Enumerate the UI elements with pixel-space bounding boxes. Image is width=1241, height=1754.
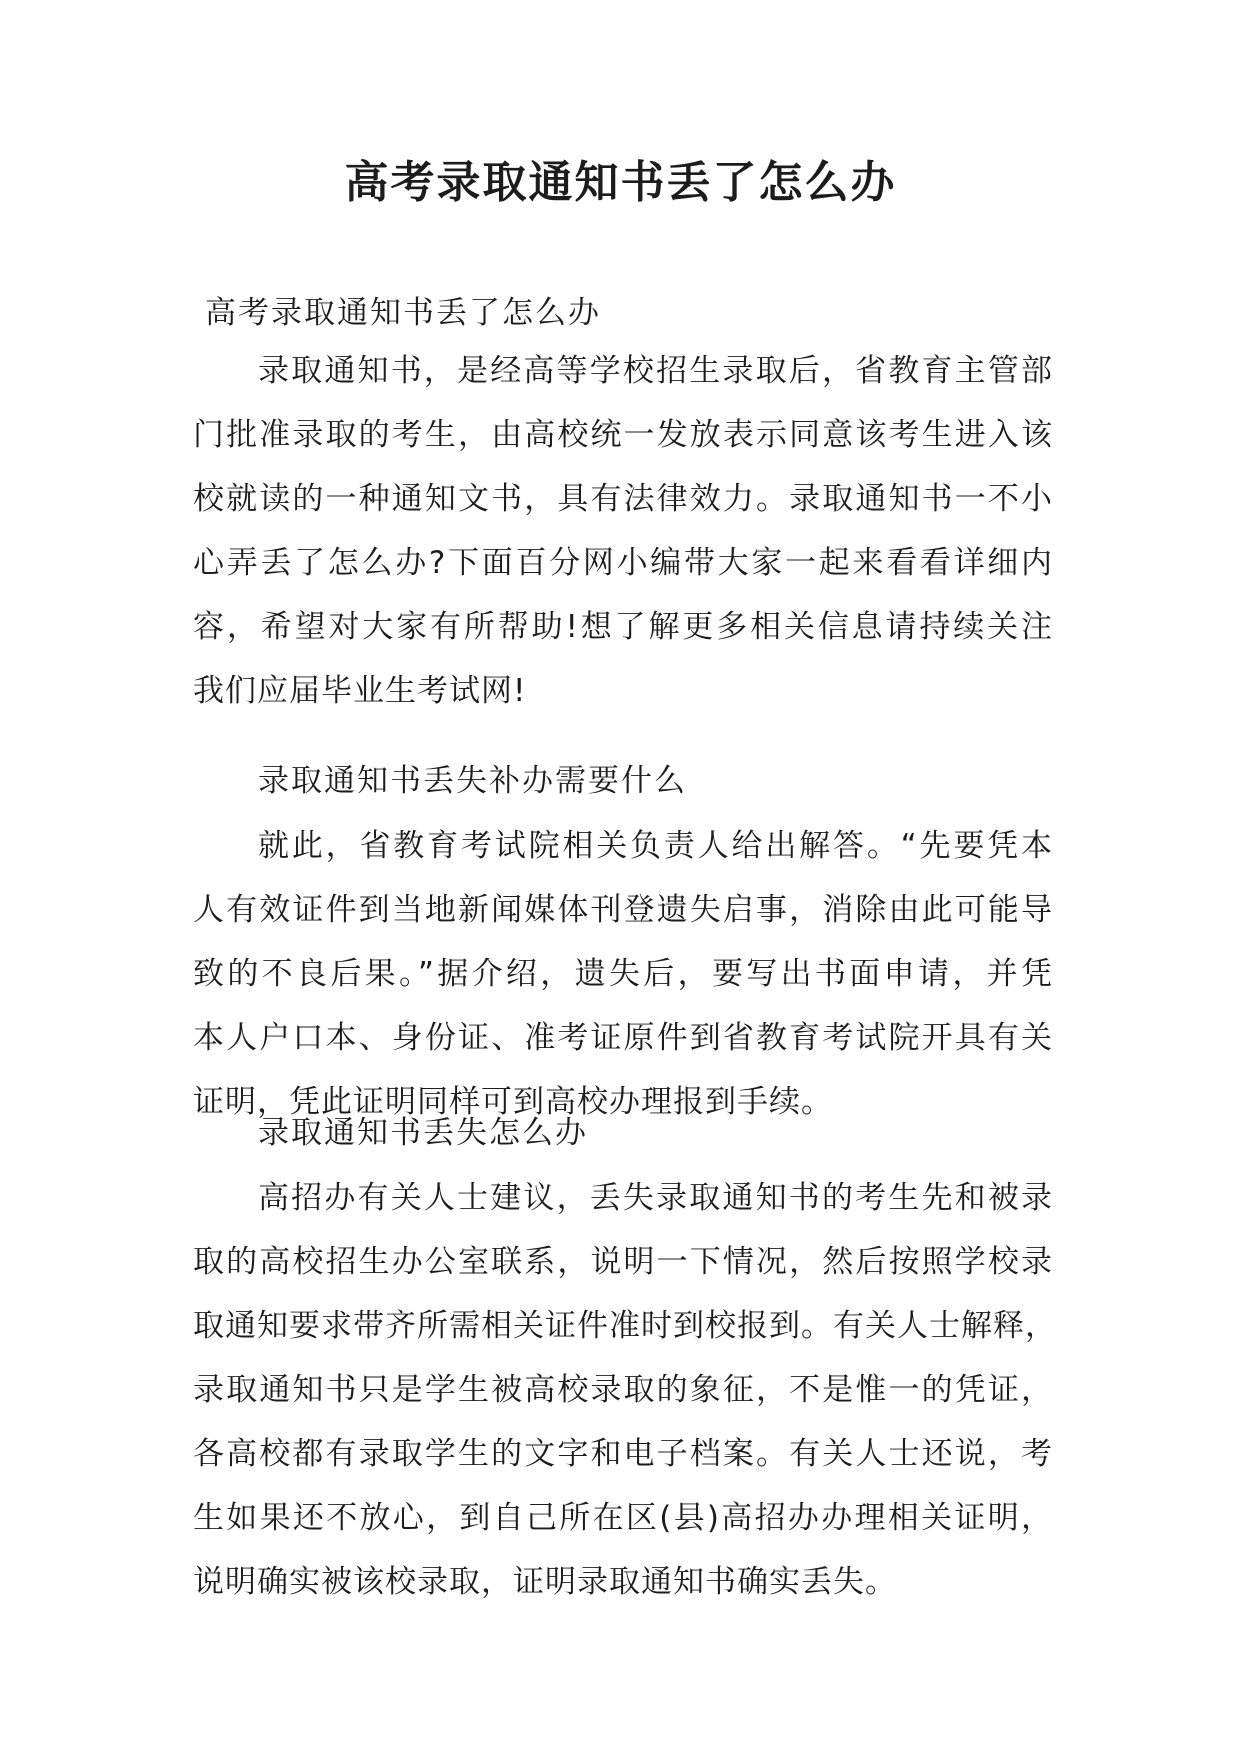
paragraph-line: 就此，省教育考试院相关负责人给出解答。“先要凭本 bbox=[258, 828, 1053, 864]
document-title: 高考录取通知书丢了怎么办 bbox=[344, 157, 897, 208]
paragraph-line: 高招办有关人士建议，丢失录取通知书的考生先和被录 bbox=[258, 1180, 1053, 1216]
section-heading-reissue: 录取通知书丢失补办需要什么 bbox=[258, 763, 687, 799]
paragraph-line: 说明确实被该校录取，证明录取通知书确实丢失。 bbox=[193, 1564, 897, 1600]
paragraph-intro bbox=[193, 339, 1053, 723]
paragraph-line: 门批准录取的考生，由高校统一发放表示同意该考生进入该 bbox=[193, 417, 1053, 453]
paragraph-line: 录取通知书，是经高等学校招生录取后，省教育主管部 bbox=[258, 353, 1053, 389]
paragraph-line: 容，希望对大家有所帮助!想了解更多相关信息请持续关注 bbox=[193, 609, 1053, 645]
paragraph-line: 各高校都有录取学生的文字和电子档案。有关人士还说，考 bbox=[193, 1436, 1053, 1472]
paragraph-lost bbox=[193, 1166, 1057, 1614]
paragraph-line: 证明，凭此证明同样可到高校办理报到手续。 bbox=[193, 1084, 833, 1120]
document-subtitle: 高考录取通知书丢了怎么办 bbox=[205, 295, 601, 331]
paragraph-line: 取通知要求带齐所需相关证件准时到校报到。有关人士解释， bbox=[193, 1308, 1057, 1344]
paragraph-line: 人有效证件到当地新闻媒体刊登遗失启事，消除由此可能导 bbox=[193, 892, 1053, 928]
paragraph-line: 取的高校招生办公室联系，说明一下情况，然后按照学校录 bbox=[193, 1244, 1053, 1280]
paragraph-line: 本人户口本、身份证、准考证原件到省教育考试院开具有关 bbox=[193, 1020, 1053, 1056]
paragraph-line: 我们应届毕业生考试网! bbox=[193, 673, 527, 709]
paragraph-line: 致的不良后果。”据介绍，遗失后，要写出书面申请，并凭 bbox=[193, 956, 1053, 992]
paragraph-reissue bbox=[193, 814, 1053, 1134]
paragraph-line: 心弄丢了怎么办?下面百分网小编带大家一起来看看详细内 bbox=[193, 545, 1053, 581]
paragraph-line: 生如果还不放心，到自己所在区(县)高招办办理相关证明， bbox=[193, 1500, 1053, 1536]
paragraph-line: 录取通知书只是学生被高校录取的象征，不是惟一的凭证， bbox=[193, 1372, 1053, 1408]
paragraph-line: 校就读的一种通知文书，具有法律效力。录取通知书一不小 bbox=[193, 481, 1053, 517]
section-heading-lost: 录取通知书丢失怎么办 bbox=[258, 1115, 588, 1151]
